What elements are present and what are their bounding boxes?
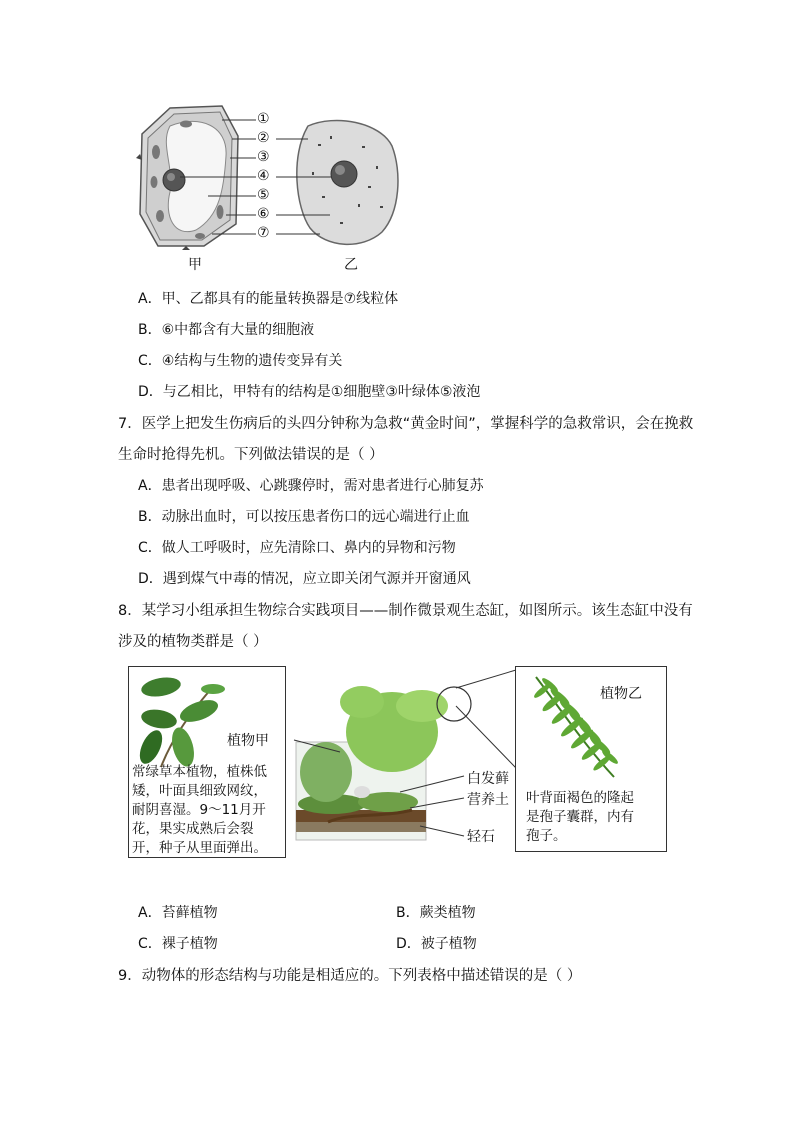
- marker-7: ⑦: [257, 225, 270, 241]
- leaf: [177, 696, 221, 727]
- organelle-dot: [358, 204, 360, 207]
- q8-option-b: B．蕨类植物: [396, 905, 476, 921]
- q7-stem-line2: 生命时抢得先机。下列做法错误的是（ ）: [118, 447, 384, 463]
- plant-a-description: 常绿草本植物，植株低 矮，叶面具细致网纹， 耐阴喜湿。9～11月开 花，果实成熟后会裂 开，种子从里面弹出。: [132, 764, 267, 856]
- chloroplast: [195, 233, 205, 239]
- plant-b-label: 植物乙: [600, 686, 642, 702]
- leader-to-plant-b-top: [456, 670, 516, 688]
- organelle-dot: [318, 144, 321, 146]
- q7-option-d: D．遇到煤气中毒的情况，应立即关闭气源并开窗通风: [138, 571, 471, 587]
- marker-6: ⑥: [257, 206, 270, 222]
- nucleus-highlight: [335, 165, 345, 175]
- q6-option-a: A．甲、乙都具有的能量转换器是⑦线粒体: [138, 291, 399, 307]
- q9-stem: 9．动物体的形态结构与功能是相适应的。下列表格中描述错误的是（ ）: [118, 968, 582, 984]
- q8-stem-line2: 涉及的植物类群是（ ）: [118, 634, 268, 650]
- leaf: [201, 684, 225, 694]
- leader-to-plant-b-bottom: [456, 706, 516, 768]
- leader-stone: [420, 826, 464, 836]
- marker-2: ②: [257, 130, 270, 146]
- q8-option-d: D．被子植物: [396, 936, 477, 952]
- q7-option-b: B．动脉出血时，可以按压患者伤口的远心端进行止血: [138, 509, 470, 525]
- chloroplast: [156, 210, 164, 222]
- q7-option-c: C．做人工呼吸时，应先清除口、鼻内的异物和污物: [138, 540, 456, 556]
- q8-stem-line1: 8．某学习小组承担生物综合实践项目——制作微景观生态缸，如图所示。该生态缸中没有: [118, 603, 693, 619]
- organelle-dot: [322, 196, 325, 198]
- organelle-dot: [380, 206, 383, 208]
- q6-option-b: B．⑥中都含有大量的细胞液: [138, 322, 315, 338]
- leaf: [140, 707, 179, 731]
- leader-plant-a: [294, 740, 340, 752]
- chloroplast: [180, 121, 192, 128]
- animal-nucleus: [331, 161, 357, 187]
- tank-label-moss: 白发藓: [467, 771, 509, 787]
- tank-label-stone: 轻石: [467, 829, 495, 845]
- tank-label-soil: 营养土: [467, 792, 509, 808]
- q7-stem-line1: 7．医学上把发生伤病后的头四分钟称为急救“黄金时间”，掌握科学的急救常识，会在挽救: [118, 416, 694, 432]
- q7-option-a: A．患者出现呼吸、心跳骤停时，需对患者进行心肺复苏: [138, 478, 484, 494]
- marker-4: ④: [257, 168, 270, 184]
- leader-moss: [400, 776, 464, 792]
- leaf: [140, 675, 183, 700]
- q6-option-d: D．与乙相比，甲特有的结构是①细胞壁③叶绿体⑤液泡: [138, 384, 481, 400]
- nucleus-highlight: [167, 173, 175, 181]
- chloroplast: [152, 145, 160, 159]
- organelle-dot: [376, 166, 378, 169]
- chloroplast: [151, 176, 158, 188]
- label-plant-cell: 甲: [188, 257, 202, 273]
- label-animal-cell: 乙: [344, 257, 358, 273]
- organelle-dot: [330, 136, 332, 139]
- plant-nucleus: [163, 169, 185, 191]
- organelle-dot: [312, 172, 314, 175]
- q8-option-c: C．裸子植物: [138, 936, 218, 952]
- q6-option-c: C．④结构与生物的遗传变异有关: [138, 353, 343, 369]
- plant-a-label: 植物甲: [227, 733, 269, 749]
- organelle-dot: [340, 222, 343, 224]
- leaf: [135, 727, 167, 767]
- organelle-dot: [362, 146, 365, 148]
- plant-b-description: 叶背面褐色的隆起 是孢子囊群，内有 孢子。: [526, 790, 634, 844]
- marker-1: ①: [257, 111, 270, 127]
- q8-option-a: A．苔藓植物: [138, 905, 218, 921]
- plant-b-box: [515, 666, 667, 852]
- plant-a-illustration: [131, 671, 241, 771]
- marker-5: ⑤: [257, 187, 270, 203]
- plant-a-box: [128, 666, 286, 858]
- chloroplast: [217, 205, 224, 219]
- leader-soil: [410, 798, 464, 808]
- cell-diagram: [130, 96, 400, 276]
- marker-3: ③: [257, 149, 270, 165]
- organelle-dot: [368, 186, 371, 188]
